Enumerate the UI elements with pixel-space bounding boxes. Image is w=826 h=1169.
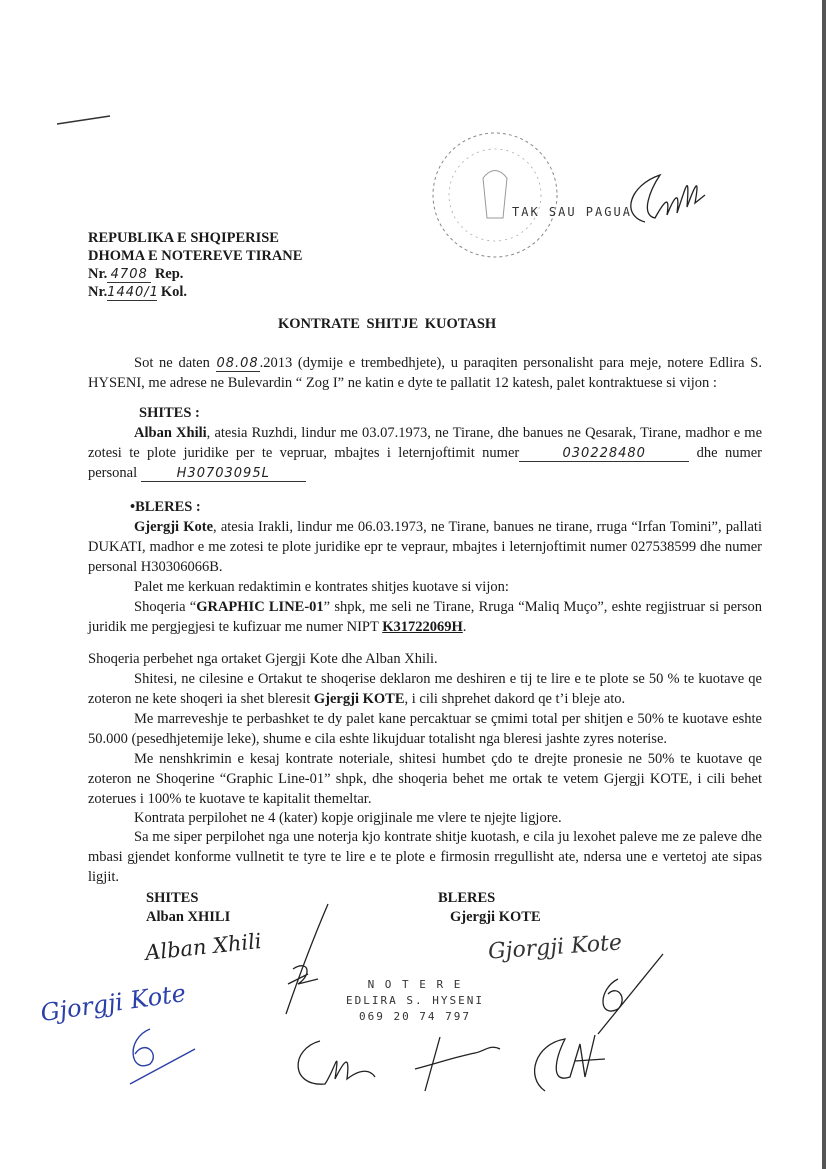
p4-text-2: , i cili shprehet dakord qe t’i bleje ato.	[404, 691, 626, 707]
body-paragraph-4	[88, 669, 762, 709]
rep-prefix: Nr.	[88, 266, 108, 282]
p2-text-3: .	[462, 619, 467, 635]
seller-personal-handwritten: H30703095L	[141, 467, 306, 482]
p4-buyer-name: Gjergji KOTE	[313, 691, 405, 707]
tax-stamp-text: TAK SAU PAGUA	[512, 205, 632, 219]
document-title: KONTRATE SHITJE KUOTASH	[278, 316, 497, 332]
document-body	[38, 229, 763, 1094]
seller-id-handwritten: 030228480	[519, 447, 689, 462]
seller-paragraph	[88, 423, 762, 483]
buyer-heading: •BLERES :	[130, 499, 201, 515]
body-paragraph-5: Me marreveshje te perbashket te dy palet kane percaktuar se çmimi total per shitjen e 50% te kuotave eshte 50.000 (pesedhjetemije leke), shume e cila eshte likujduar totalisht nga bleresi jashte zyres noterise.	[88, 711, 762, 747]
notary-stamp-line-1: N O T E R E	[367, 978, 463, 991]
buyer-signature-block	[438, 889, 541, 927]
kol-number-line	[88, 283, 762, 301]
blue-handwritten-name: Gjorgji Kote	[38, 978, 188, 1028]
notary-signatures	[285, 1029, 625, 1094]
buyer-name: Gjergji Kote	[134, 519, 214, 535]
buyer-sign-label: BLERES	[438, 890, 496, 906]
body-paragraph-3: Shoqeria perbehet nga ortaket Gjergji Kote dhe Alban Xhili.	[88, 651, 438, 667]
buyer-sign-name: Gjergji KOTE	[450, 909, 541, 925]
blue-signature	[120, 1019, 200, 1089]
p2-text-2: ” shpk, me seli ne Tirane, Rruga “Maliq Muço”, eshte regjistruar si person juridik me pergjegjesi te kufizuar me numer NIPT	[88, 599, 762, 635]
signature-area	[38, 889, 762, 1094]
pen-mark	[55, 112, 115, 128]
nipt-number: K31722069H	[382, 619, 463, 635]
body-paragraph-1: Palet me kerkuan redaktimin e kontrates shitjes kuotave si vijon:	[134, 579, 509, 595]
seller-text: , atesia Ruzhdi, lindur me 03.07.1973, ne Tirane, dhe banues ne Qesarak, Tirane, madhor e me zotesi te plote juridike per te vepruar, mbajtes i leternjoftimit numer	[88, 425, 763, 461]
seller-heading: SHITES :	[139, 405, 200, 421]
seller-name: Alban Xhili	[134, 425, 207, 441]
notary-stamp-line-2: EDLIRA S. HYSENI	[346, 994, 484, 1007]
rep-suffix: Rep.	[154, 266, 184, 282]
intro-paragraph	[88, 353, 762, 393]
buyer-paragraph	[88, 517, 762, 577]
buyer-text: , atesia Irakli, lindur me 06.03.1973, ne Tirane, banues ne tirane, rruga “Irfan Tomini”, pallati DUKATI, madhor e me zotesi te plote juridike epr te vepraur, mbajtes i leternjoftimit numer 027538599 dhe numer personal H30306066B.	[88, 519, 762, 575]
company-name: GRAPHIC LINE-01	[196, 599, 324, 615]
buyer-heading-text: BLERES :	[135, 499, 201, 515]
p4-text: Shitesi, ne cilesine e Ortakut te shoqerise deklaron me deshiren e tij te lire e te plote se 50 % te kuotave qe zoteron ne kete shoqeri ia shet bleresit	[88, 671, 762, 707]
kol-prefix: Nr.	[88, 284, 108, 300]
body-paragraph-7: Kontrata perpilohet ne 4 (kater) kopje origjinale me vlere te njejte ligjore.	[134, 810, 562, 826]
buyer-signature	[588, 949, 668, 1039]
notary-stamp	[335, 977, 495, 1025]
date-handwritten: 08.08	[216, 356, 259, 371]
seller-mid-text: dhe numer personal	[88, 445, 762, 481]
header-line-1: REPUBLIKA E SHQIPERISE	[88, 230, 279, 246]
scan-edge	[822, 0, 826, 1169]
seller-handwritten-name: Alban Xhili	[144, 928, 263, 966]
seller-signature-block	[146, 889, 230, 927]
kol-number: 1440/1	[107, 285, 159, 300]
seller-sign-name: Alban XHILI	[146, 909, 231, 925]
body-paragraph-2	[88, 597, 762, 637]
intro-text-2: .2013 (dymije e trembedhjete), u paraqiten personalisht para meje, notere Edlira S. HYSENI, me adrese ne Bulevardin “ Zog I” ne katin e dyte te pallatit 12 katesh, palet kontraktuese si vijon :	[88, 355, 762, 391]
seller-sign-label: SHITES	[146, 890, 199, 906]
stamp-signature	[615, 160, 710, 228]
notary-stamp-line-3: 069 20 74 797	[358, 1010, 472, 1023]
p2-text: Shoqeria “	[134, 599, 197, 615]
kol-suffix: Kol.	[160, 284, 188, 300]
body-paragraph-6: Me nenshkrimin e kesaj kontrate noteriale, shitesi humbet çdo te drejte pronesie ne 50% te kuotave qe zoteron ne Shoqerine “Graphic Line-01” shpk, dhe shoqeria behet me ortak te vetem Gjergji KOTE, i cili behet zoterues i 100% te kuotave te kapitalit themeltar.	[88, 751, 762, 807]
intro-text: Sot ne daten	[134, 355, 216, 371]
rep-number-line	[88, 265, 762, 283]
header-line-2: DHOMA E NOTEREVE TIRANE	[88, 248, 303, 264]
rep-number: 4708	[107, 268, 151, 283]
buyer-handwritten-name: Gjorgji Kote	[487, 930, 623, 965]
body-paragraph-8: Sa me siper perpilohet nga une noterja kjo kontrate shitje kuotash, e cila ju lexohet paleve me ze paleve dhe mbasi gjendet konforme vullnetit te tyre te lire e te plote e firmosin rregullisht ate, ndersa une e vertetoj ate sipas ligjit.	[88, 829, 762, 885]
